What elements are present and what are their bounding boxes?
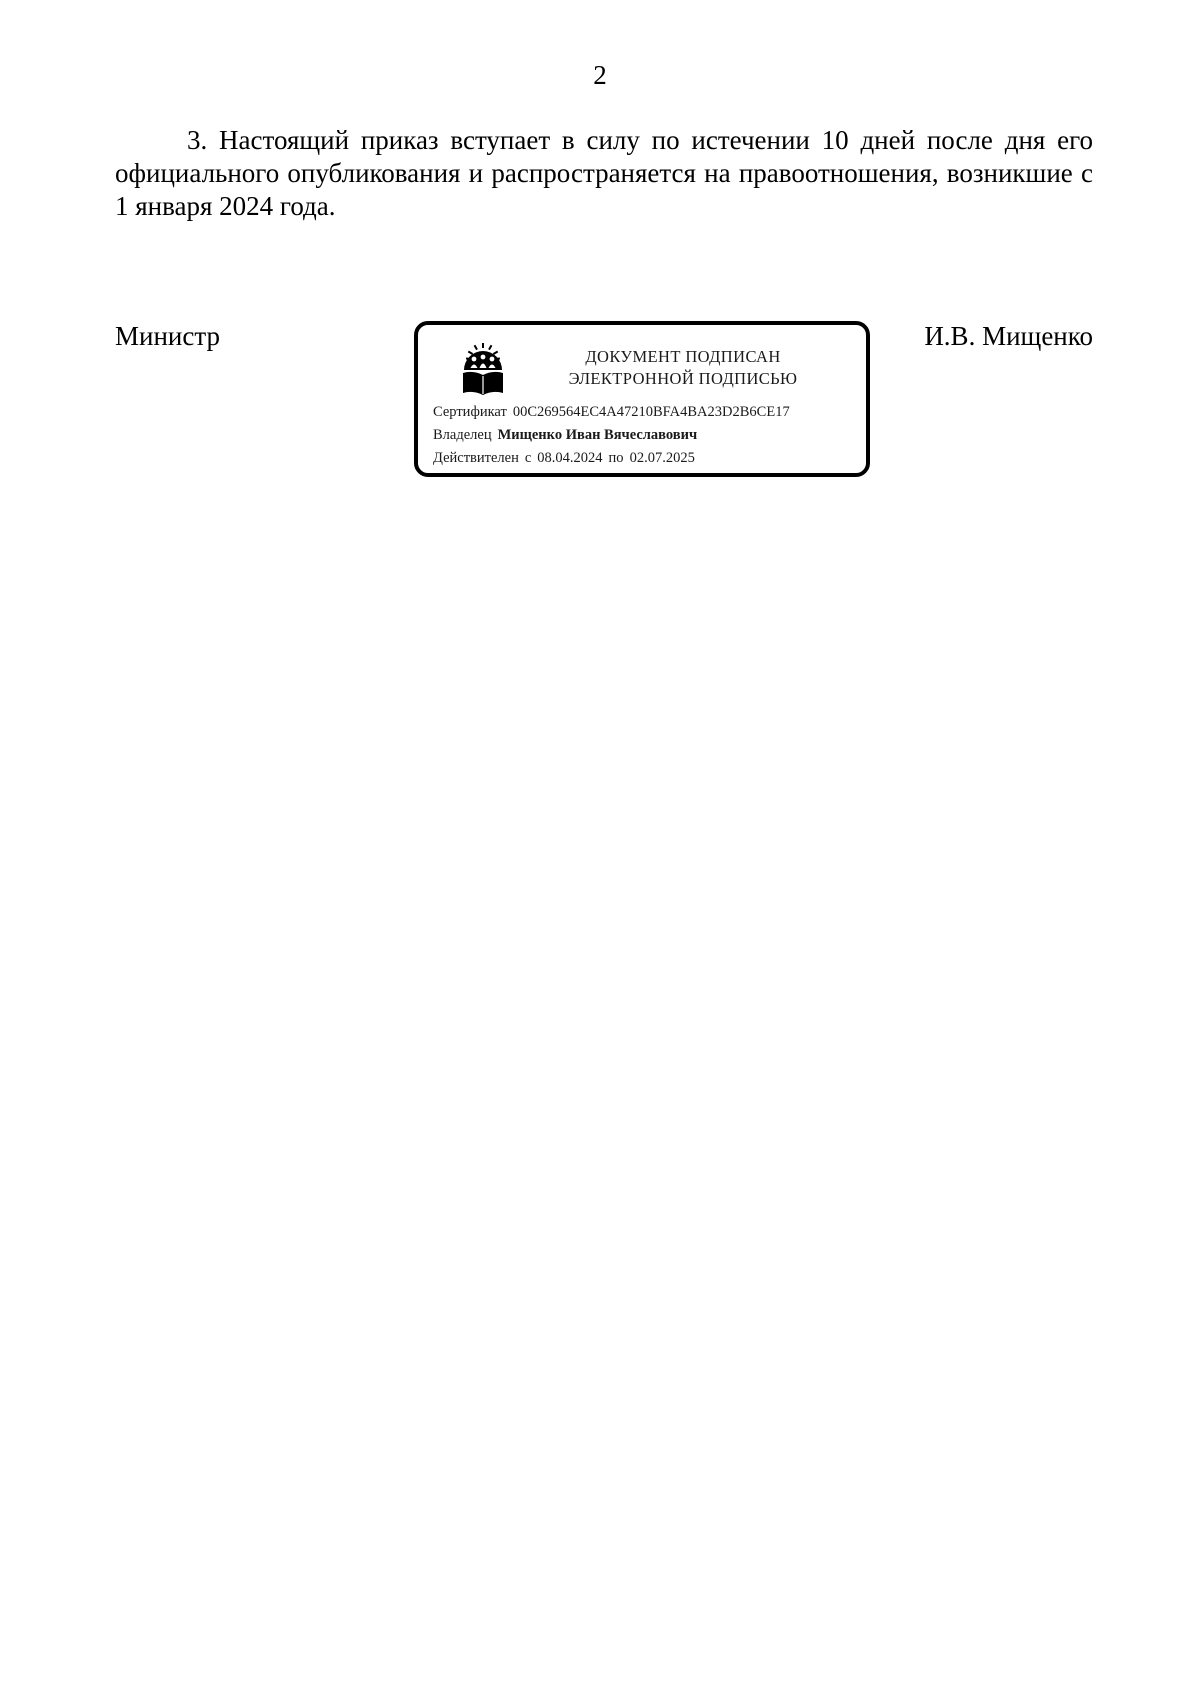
- owner-label: Владелец: [433, 427, 492, 443]
- validity-line: [433, 449, 695, 467]
- electronic-signature-stamp: [414, 321, 870, 477]
- valid-to-date: 02.07.2025: [629, 450, 695, 466]
- valid-from-prefix: с: [524, 450, 532, 466]
- signatory-name: И.В. Мищенко: [924, 321, 1093, 351]
- certificate-line: [433, 403, 790, 421]
- page-number: 2: [593, 60, 607, 90]
- validity-label: Действителен: [433, 450, 519, 466]
- signatory-position: Министр: [115, 321, 220, 351]
- valid-to-prefix: по: [608, 450, 624, 466]
- stamp-title: [528, 346, 838, 390]
- valid-from-date: 08.04.2024: [537, 450, 603, 466]
- coat-of-arms-icon: [455, 343, 511, 399]
- owner-line: [433, 426, 697, 444]
- order-clause-paragraph: 3. Настоящий приказ вступает в силу по истечении 10 дней после дня его официального опубликования и распространяется на правоотношения, возникшие с 1 января 2024 года.: [115, 125, 1093, 221]
- stamp-title-line-2: ЭЛЕКТРОННОЙ ПОДПИСЬЮ: [568, 369, 798, 388]
- owner-value: Мищенко Иван Вячеславович: [497, 427, 698, 443]
- stamp-title-line-1: ДОКУМЕНТ ПОДПИСАН: [585, 347, 781, 366]
- certificate-label: Сертификат: [433, 404, 507, 420]
- certificate-value: 00C269564EC4A47210BFA4BA23D2B6CE17: [512, 404, 790, 420]
